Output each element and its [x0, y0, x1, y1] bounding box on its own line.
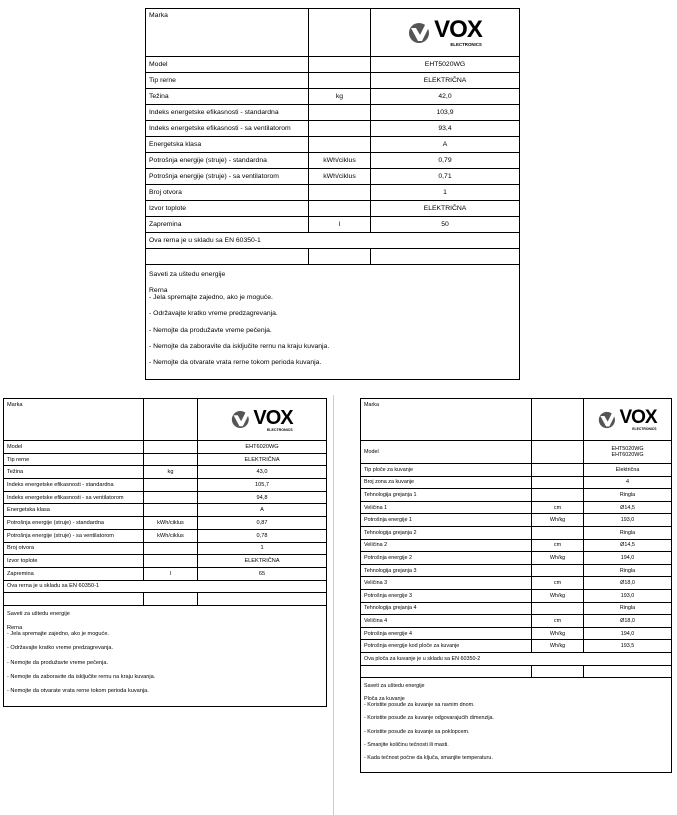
spec-value: Ø18,0 — [584, 615, 672, 628]
spec-value: A — [371, 137, 520, 153]
spec-label: Izvor toplote — [4, 555, 144, 568]
spec-unit: kWh/ciklus — [144, 529, 198, 542]
spec-label: Tip ploče za kuvanje — [361, 464, 532, 477]
brand-row — [361, 399, 672, 441]
spec-row — [361, 640, 672, 653]
spec-unit: Wh/kg — [532, 514, 584, 527]
tip-item: - Nemojte da zaboravite da isključite rernu na kraju kuvanja. — [149, 342, 330, 350]
spec-row — [146, 57, 520, 73]
spec-unit: Wh/kg — [532, 552, 584, 565]
spec-row — [4, 453, 327, 466]
spec-value: 65 — [198, 567, 327, 580]
spec-label: Zapremina — [4, 567, 144, 580]
tips-row — [146, 265, 520, 380]
spec-value: Ø14,5 — [584, 539, 672, 552]
spec-unit — [309, 121, 371, 137]
brand-row — [4, 399, 327, 441]
tip-item: - Nemojte da otvarate vrata rerne tokom perioda kuvanja. — [7, 687, 149, 694]
spec-label: Tehnologija grejanja 4 — [361, 602, 532, 615]
vox-logo-subtitle: ELECTRONICS — [266, 427, 293, 432]
spec-unit: kWh/ciklus — [309, 169, 371, 185]
tips-title: Saveti za uštedu energije — [7, 610, 70, 617]
spec-row — [361, 476, 672, 489]
tip-item: - Koristite posuđe za kuvanje sa ravnim dnom. — [364, 702, 475, 709]
spec-unit: Wh/kg — [532, 589, 584, 602]
tip-item: - Jela spremajte zajedno, ako je moguće. — [7, 631, 109, 638]
spec-label: Model — [146, 57, 309, 73]
spec-value: EHT6020WG — [198, 441, 327, 454]
spec-value: ELEKTRIČNA — [198, 453, 327, 466]
empty-row — [4, 593, 327, 606]
spec-row — [4, 466, 327, 479]
spec-label: Indeks energetske efikasnosti - standardna — [146, 105, 309, 121]
spec-label: Tip rerne — [4, 453, 144, 466]
spec-label: Indeks energetske efikasnosti - standardna — [4, 479, 144, 492]
spec-label: Potrošnja energije (struje) - sa ventilatorom — [146, 169, 309, 185]
spec-label: Potrošnja energije 1 — [361, 514, 532, 527]
spec-label: Indeks energetske efikasnosti - sa ventilatorom — [4, 491, 144, 504]
spec-value: 103,9 — [371, 105, 520, 121]
spec-unit: kg — [144, 466, 198, 479]
spec-label: Težina — [146, 89, 309, 105]
empty-row — [146, 249, 520, 265]
spec-value: 0,87 — [198, 517, 327, 530]
spec-label: Potrošnja energije 3 — [361, 589, 532, 602]
spec-label: Veličina 2 — [361, 539, 532, 552]
spec-row — [146, 153, 520, 169]
tips-list — [364, 702, 668, 761]
spec-unit: kg — [309, 89, 371, 105]
spec-label: Tehnologija grejanja 2 — [361, 526, 532, 539]
vox-swoosh-icon — [598, 411, 619, 429]
spec-row — [146, 137, 520, 153]
spec-value: 1 — [371, 185, 520, 201]
spec-unit: l — [309, 217, 371, 233]
spec-value: 0,78 — [198, 529, 327, 542]
spec-table — [360, 398, 672, 773]
spec-label: Tip rerne — [146, 73, 309, 89]
spec-value: EHT5020WG — [371, 57, 520, 73]
brand-row — [146, 9, 520, 57]
spec-unit — [144, 542, 198, 555]
spec-unit — [144, 491, 198, 504]
model-values — [584, 441, 672, 464]
spec-value: Ringla — [584, 526, 672, 539]
tips-subtitle: Rerna — [7, 625, 23, 632]
compliance-text: Ova rerna je u skladu sa EN 60350-1 — [4, 580, 327, 593]
hob-spec-sheet — [360, 398, 672, 773]
spec-row — [361, 464, 672, 477]
compliance-text: Ova ploča za kuvanje je u skladu sa EN 60350-2 — [361, 652, 672, 665]
compliance-text: Ova rerna je u skladu sa EN 60350-1 — [146, 233, 520, 249]
spec-value: Ringla — [584, 602, 672, 615]
tip-item: - Jela spremajte zajedno, ako je moguće. — [149, 294, 273, 302]
spec-value: 50 — [371, 217, 520, 233]
spec-label: Izvor toplote — [146, 201, 309, 217]
spec-value: 4 — [584, 476, 672, 489]
tip-item: - Koristite posuđe za kuvanje odgovarajućih dimenzija. — [364, 715, 495, 722]
vox-logo-word: VOX — [619, 407, 657, 428]
spec-unit — [532, 602, 584, 615]
spec-row — [361, 514, 672, 527]
spec-unit — [532, 489, 584, 502]
spec-value: Električna — [584, 464, 672, 477]
spec-unit — [309, 73, 371, 89]
spec-row — [361, 526, 672, 539]
spec-label: Potrošnja energije kod ploče za kuvanje — [361, 640, 532, 653]
spec-label: Veličina 4 — [361, 615, 532, 628]
spec-unit — [532, 526, 584, 539]
vox-logo — [198, 399, 327, 441]
spec-unit — [309, 137, 371, 153]
spec-unit: Wh/kg — [532, 627, 584, 640]
spec-row — [4, 441, 327, 454]
spec-unit: cm — [532, 577, 584, 590]
spec-row — [361, 589, 672, 602]
spec-unit — [144, 504, 198, 517]
vox-logo-mark — [598, 408, 656, 431]
spec-row — [146, 217, 520, 233]
spec-label: Broj otvora — [4, 542, 144, 555]
spec-unit — [309, 57, 371, 73]
spec-value: 105,7 — [198, 479, 327, 492]
spec-row — [146, 185, 520, 201]
spec-row — [4, 504, 327, 517]
spec-row — [4, 542, 327, 555]
spec-value: Ringla — [584, 489, 672, 502]
tip-item: - Nemojte da zaboravite da isključite rernu na kraju kuvanja. — [7, 673, 156, 680]
spec-value: 193,5 — [584, 640, 672, 653]
spec-unit — [532, 476, 584, 489]
tip-item: - Kada tečnost počne da ključa, smanjite temperaturu. — [364, 755, 493, 762]
tip-item: - Održavajte kratko vreme predzagrevanja. — [149, 310, 278, 318]
spec-value: Ø18,0 — [584, 577, 672, 590]
brand-label: Marka — [4, 399, 144, 441]
vox-logo-word: VOX — [434, 16, 482, 43]
spec-label: Potrošnja energije (struje) - sa ventilatorom — [4, 529, 144, 542]
tips-subtitle: Ploča za kuvanje — [364, 696, 405, 703]
spec-unit — [309, 105, 371, 121]
tip-item: - Smanjite količinu tečnosti ili masti. — [364, 741, 449, 748]
spec-unit: kWh/ciklus — [309, 153, 371, 169]
spec-row — [4, 529, 327, 542]
spec-value: 0,71 — [371, 169, 520, 185]
spec-row — [4, 479, 327, 492]
tips-subtitle: Rerna — [149, 287, 168, 295]
spec-row — [361, 615, 672, 628]
tip-item: - Koristite posuđe za kuvanje sa poklopcem. — [364, 728, 470, 735]
spec-unit — [144, 555, 198, 568]
compliance-row — [146, 233, 520, 249]
compliance-row — [361, 652, 672, 665]
tips-title: Saveti za uštedu energije — [364, 683, 425, 690]
spec-unit: cm — [532, 615, 584, 628]
brand-label: Marka — [361, 399, 532, 441]
spec-label: Veličina 1 — [361, 501, 532, 514]
spec-row — [4, 491, 327, 504]
spec-label: Indeks energetske efikasnosti - sa ventilatorom — [146, 121, 309, 137]
spec-unit — [144, 441, 198, 454]
spec-value: Ringla — [584, 564, 672, 577]
spec-label: Broj otvora — [146, 185, 309, 201]
tips-cell — [146, 265, 520, 380]
spec-label: Energetska klasa — [146, 137, 309, 153]
spec-row — [361, 501, 672, 514]
page-divider — [333, 395, 334, 815]
spec-row — [361, 627, 672, 640]
spec-label: Tehnologija grejanja 1 — [361, 489, 532, 502]
spec-value: ELEKTRIČNA — [371, 73, 520, 89]
model-row — [361, 441, 672, 464]
spec-row — [146, 89, 520, 105]
brand-label: Marka — [146, 9, 309, 57]
spec-label: Model — [4, 441, 144, 454]
spec-unit: Wh/kg — [532, 640, 584, 653]
spec-label: Potrošnja energije 4 — [361, 627, 532, 640]
spec-unit — [532, 564, 584, 577]
spec-unit — [309, 185, 371, 201]
tips-title: Saveti za uštedu energije — [149, 271, 226, 278]
tip-item: - Nemojte da produžavte vreme pečenja. — [149, 326, 272, 334]
spec-row — [4, 567, 327, 580]
spec-row — [361, 577, 672, 590]
tips-cell — [4, 605, 327, 706]
spec-row — [146, 105, 520, 121]
oven-spec-sheet-eht6020wg — [3, 398, 327, 707]
spec-row — [361, 552, 672, 565]
spec-label: Tehnologija grejanja 3 — [361, 564, 532, 577]
spec-unit: l — [144, 567, 198, 580]
spec-row — [146, 121, 520, 137]
vox-logo-mark — [408, 18, 482, 47]
spec-row — [146, 201, 520, 217]
spec-unit: cm — [532, 539, 584, 552]
spec-label: Potrošnja energije 2 — [361, 552, 532, 565]
tips-row — [361, 678, 672, 773]
spec-unit: cm — [532, 501, 584, 514]
spec-value: A — [198, 504, 327, 517]
model-value-1: EHT5020WG — [611, 446, 644, 452]
spec-value: ELEKTRIČNA — [371, 201, 520, 217]
spec-label: Zapremina — [146, 217, 309, 233]
vox-logo-word: VOX — [253, 406, 293, 429]
spec-table — [145, 8, 520, 380]
spec-row — [361, 564, 672, 577]
tips-list — [7, 631, 323, 694]
spec-value: 193,0 — [584, 514, 672, 527]
spec-row — [146, 73, 520, 89]
spec-value: Ø14,5 — [584, 501, 672, 514]
tips-list — [149, 294, 516, 366]
spec-unit — [144, 453, 198, 466]
tip-item: - Nemojte da produžavte vreme pečenja. — [7, 659, 109, 666]
spec-value: 194,0 — [584, 627, 672, 640]
spec-value: 194,0 — [584, 552, 672, 565]
spec-value: 193,0 — [584, 589, 672, 602]
spec-table — [3, 398, 327, 707]
spec-value: 1 — [198, 542, 327, 555]
vox-swoosh-icon — [231, 410, 253, 429]
model-value-2: EHT6020WG — [611, 452, 644, 458]
spec-label: Broj zona za kuvanje — [361, 476, 532, 489]
spec-value: 43,0 — [198, 466, 327, 479]
vox-logo-mark — [231, 408, 292, 432]
tips-row — [4, 605, 327, 706]
spec-row — [4, 555, 327, 568]
spec-row — [361, 602, 672, 615]
spec-row — [361, 489, 672, 502]
vox-logo-subtitle: ELECTRONICS — [450, 42, 482, 47]
spec-label: Veličina 3 — [361, 577, 532, 590]
spec-label: Energetska klasa — [4, 504, 144, 517]
spec-value: 42,0 — [371, 89, 520, 105]
spec-label: Potrošnja energije (struje) - standardna — [146, 153, 309, 169]
vox-swoosh-icon — [408, 22, 434, 44]
spec-unit — [532, 464, 584, 477]
spec-unit: kWh/ciklus — [144, 517, 198, 530]
spec-value: 93,4 — [371, 121, 520, 137]
spec-unit — [144, 479, 198, 492]
spec-row — [361, 539, 672, 552]
model-label: Model — [361, 441, 532, 464]
spec-row — [4, 517, 327, 530]
spec-unit — [309, 201, 371, 217]
vox-logo-subtitle: ELECTRONICS — [632, 427, 657, 431]
spec-label: Potrošnja energije (struje) - standardna — [4, 517, 144, 530]
empty-row — [361, 665, 672, 678]
compliance-row — [4, 580, 327, 593]
spec-value: ELEKTRIČNA — [198, 555, 327, 568]
oven-spec-sheet-eht5020wg — [145, 8, 520, 380]
spec-row — [146, 169, 520, 185]
vox-logo — [584, 399, 672, 441]
tip-item: - Nemojte da otvarate vrata rerne tokom perioda kuvanja. — [149, 358, 322, 366]
tip-item: - Održavajte kratko vreme predzagrevanja. — [7, 645, 114, 652]
spec-value: 0,79 — [371, 153, 520, 169]
tips-cell — [361, 678, 672, 773]
spec-label: Težina — [4, 466, 144, 479]
vox-logo — [371, 9, 520, 57]
spec-value: 94,8 — [198, 491, 327, 504]
